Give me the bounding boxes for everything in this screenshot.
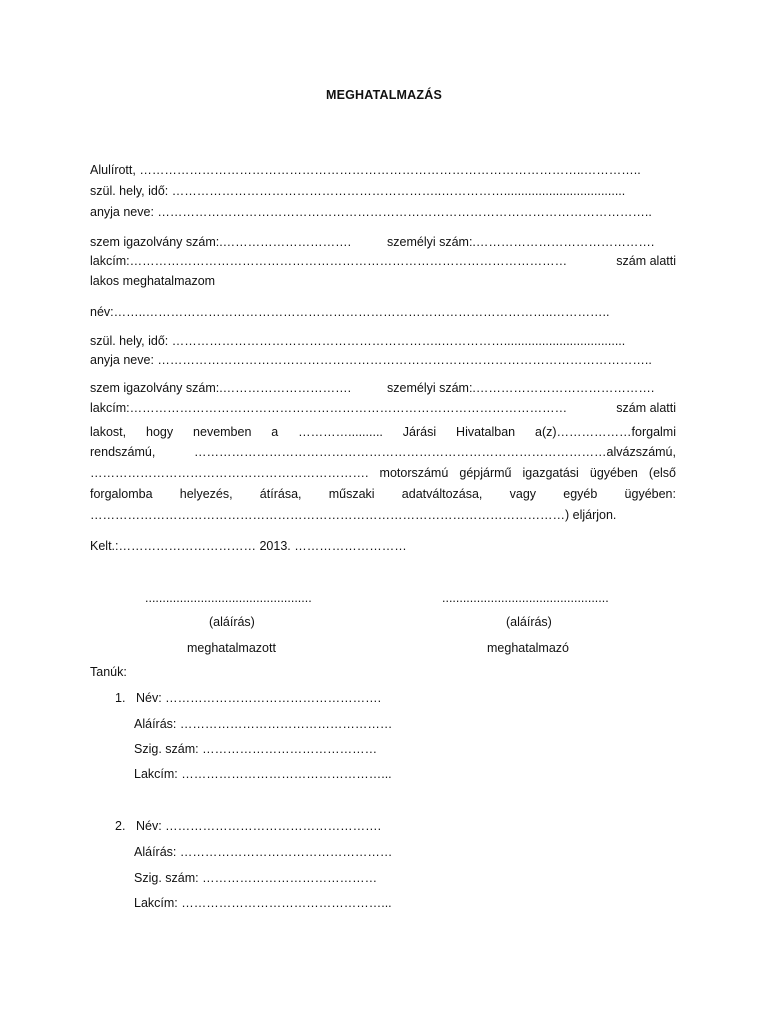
grantor-name-line: Alulírott, ……………………………………………………………………………………………..………….. — [90, 163, 641, 177]
grantee-address-suffix: szám alatti — [616, 401, 676, 415]
body-line-5: ……………………………………………………………………………………………………) eljárjon. — [90, 508, 617, 522]
grantor-mother-line: anyja neve: ……………………………………………………………………………………………………….. — [90, 205, 652, 219]
witness-1-signature: Aláírás: …………………………………………… — [134, 717, 393, 731]
grantor-birth-line: szül. hely, idő: ………………………………………………………..……………................................... — [90, 184, 626, 198]
witness-1-address: Lakcím: …………………………………………... — [134, 767, 392, 781]
witness-2-name: Név: ……………………………………………. — [136, 819, 382, 833]
grantor-role-label: meghatalmazó — [487, 641, 569, 655]
grantor-address-suffix: szám alatti — [616, 254, 676, 268]
grantor-address: lakcím:…………………………………………………………………………………………… — [90, 254, 568, 268]
grantee-id-line — [90, 380, 676, 397]
witness-2-signature: Aláírás: …………………………………………… — [134, 845, 393, 859]
witness-1-id: Szig. szám: …………………………………… — [134, 742, 378, 756]
grantee-personal-id: személyi szám:.……………………………………. — [387, 381, 655, 395]
body-line-1: lakost, hogy nevemben a ………….......... Járási Hivatalban a(z)………………forgalmi — [90, 425, 676, 439]
grantee-mother-line: anyja neve: ……………………………………………………………………………………………………….. — [90, 353, 652, 367]
grantee-birth-line: szül. hely, idő: ………………………………………………………..……………................................... — [90, 334, 626, 348]
witness-2-id: Szig. szám: …………………………………… — [134, 871, 378, 885]
grantor-id-line — [90, 234, 676, 251]
witness-1-number: 1. — [115, 691, 126, 705]
witness-2-number: 2. — [115, 819, 126, 833]
body-line-2: rendszámú, ………………………………………………………………………………………alvázszámú, — [90, 445, 676, 459]
witness-2-address: Lakcím: …………………………………………... — [134, 896, 392, 910]
grantee-signature-label: (aláírás) — [209, 615, 255, 629]
grantor-signature-label: (aláírás) — [506, 615, 552, 629]
grantor-authorize-line: lakos meghatalmazom — [90, 274, 216, 288]
witness-1-name: Név: ……………………………………………. — [136, 691, 382, 705]
grantee-role-label: meghatalmazott — [187, 641, 276, 655]
witnesses-heading: Tanúk: — [90, 665, 127, 679]
grantee-address-line — [90, 400, 676, 417]
grantor-personal-id: személyi szám:.……………………………………. — [387, 235, 655, 249]
grantee-name-line: név:……..……………………………………………………………………………………..………….. — [90, 305, 610, 319]
grantor-id-card: szem igazolvány szám:.…………………………. — [90, 235, 352, 249]
grantee-id-card: szem igazolvány szám:.…………………………. — [90, 381, 352, 395]
date-line: Kelt.:…………………………… 2013. ……………………… — [90, 539, 407, 553]
grantor-address-line — [90, 253, 676, 270]
grantor-signature-line: ................................................ — [442, 591, 609, 605]
body-line-4: forgalomba helyezés, átírása, műszaki adatváltozása, vagy egyéb ügyében: — [90, 487, 676, 501]
body-line-3: …………………………………………………………. motorszámú gépjármű igazgatási ügyében (első — [90, 466, 676, 480]
document-title: MEGHATALMAZÁS — [325, 88, 442, 102]
grantee-signature-line: ................................................ — [145, 591, 312, 605]
grantee-address: lakcím:…………………………………………………………………………………………… — [90, 401, 568, 415]
